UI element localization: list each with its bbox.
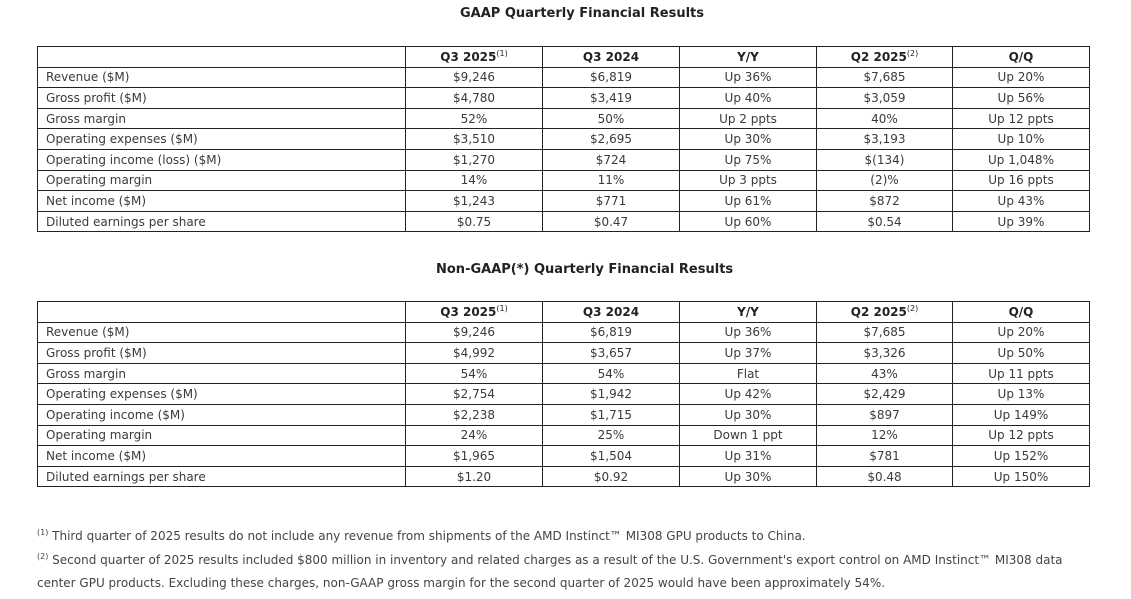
column-header-label: Q3 2025: [440, 305, 497, 320]
column-header: [817, 47, 953, 68]
footnote-1: [37, 521, 1097, 548]
column-header-label: Q3 2025: [440, 50, 497, 65]
table-cell: $1,942: [543, 384, 680, 405]
column-header: [680, 302, 817, 323]
table-cell: Up 30%: [680, 466, 817, 487]
table-cell: $2,238: [406, 404, 543, 425]
footnote-marker: (2): [37, 552, 49, 561]
column-header: [953, 47, 1090, 68]
footnote-reference: (2): [906, 304, 919, 314]
table-cell: Up 39%: [953, 211, 1090, 232]
footnote-marker: (1): [37, 528, 49, 537]
row-label: Operating expenses ($M): [38, 384, 406, 405]
table-cell: Up 12 ppts: [953, 108, 1090, 129]
table-cell: 50%: [543, 108, 680, 129]
column-header: [680, 47, 817, 68]
table-cell: (2)%: [817, 170, 953, 191]
table-cell: $2,429: [817, 384, 953, 405]
table-cell: $0.54: [817, 211, 953, 232]
table-row: [38, 343, 1090, 364]
column-header-label: Q2 2025: [850, 50, 907, 65]
gaap-section-title: GAAP Quarterly Financial Results: [460, 6, 704, 21]
nongaap-section-title: Non-GAAP(*) Quarterly Financial Results: [436, 262, 734, 277]
table-header-row: [38, 302, 1090, 323]
table-header-row: [38, 47, 1090, 68]
table-cell: $3,326: [817, 343, 953, 364]
footnote-reference: (1): [496, 49, 508, 59]
table-row: [38, 88, 1090, 109]
table-cell: Up 36%: [680, 322, 817, 343]
table-cell: $2,754: [406, 384, 543, 405]
row-label: Operating income ($M): [38, 404, 406, 425]
table-cell: $771: [543, 191, 680, 212]
column-header-label: Y/Y: [737, 49, 759, 64]
table-cell: $1,270: [406, 149, 543, 170]
table-cell: Up 31%: [680, 446, 817, 467]
table-row: [38, 149, 1090, 170]
table-cell: $3,510: [406, 129, 543, 150]
table-cell: $1.20: [406, 466, 543, 487]
table-cell: $3,657: [543, 343, 680, 364]
table-cell: $1,715: [543, 404, 680, 425]
table-cell: $3,193: [817, 129, 953, 150]
footnote-text: Second quarter of 2025 results included $800 million in inventory and related charges as a result of the U.S. Government's export control on AMD Instinct™ MI308 data center GPU products. Excluding these charges, non-GAAP gross margin for the second quarter of 2025 would have been approximately 54%.: [37, 553, 1063, 590]
row-label: Operating expenses ($M): [38, 129, 406, 150]
table-cell: Up 56%: [953, 88, 1090, 109]
table-cell: Up 50%: [953, 343, 1090, 364]
table-cell: $0.48: [817, 466, 953, 487]
table-cell: Up 150%: [953, 466, 1090, 487]
table-cell: Up 43%: [953, 191, 1090, 212]
row-label: Revenue ($M): [38, 322, 406, 343]
table-cell: Up 152%: [953, 446, 1090, 467]
table-cell: $2,695: [543, 129, 680, 150]
table-cell: Up 30%: [680, 404, 817, 425]
table-cell: Up 37%: [680, 343, 817, 364]
table-cell: Up 75%: [680, 149, 817, 170]
table-row: [38, 211, 1090, 232]
table-cell: Down 1 ppt: [680, 425, 817, 446]
table-cell: Up 36%: [680, 67, 817, 88]
header-cell-blank: [38, 47, 406, 68]
row-label: Gross margin: [38, 363, 406, 384]
table-row: [38, 170, 1090, 191]
table-cell: $781: [817, 446, 953, 467]
column-header: [406, 302, 543, 323]
table-cell: Up 10%: [953, 129, 1090, 150]
table-row: [38, 322, 1090, 343]
table-cell: $6,819: [543, 67, 680, 88]
row-label: Operating income (loss) ($M): [38, 149, 406, 170]
column-header: [543, 47, 680, 68]
table-cell: 54%: [543, 363, 680, 384]
table-row: [38, 466, 1090, 487]
row-label: Operating margin: [38, 425, 406, 446]
table-cell: $0.75: [406, 211, 543, 232]
footnote-reference: (1): [496, 304, 508, 314]
table-cell: $7,685: [817, 67, 953, 88]
table-row: [38, 384, 1090, 405]
table-cell: Up 40%: [680, 88, 817, 109]
column-header-label: Q3 2024: [582, 49, 640, 64]
table-cell: Up 42%: [680, 384, 817, 405]
row-label: Net income ($M): [38, 446, 406, 467]
header-cell-blank: [38, 302, 406, 323]
table-cell: $897: [817, 404, 953, 425]
row-label: Operating margin: [38, 170, 406, 191]
table-cell: Up 30%: [680, 129, 817, 150]
table-cell: Up 61%: [680, 191, 817, 212]
column-header: [817, 302, 953, 323]
table-cell: 14%: [406, 170, 543, 191]
table-cell: $4,992: [406, 343, 543, 364]
row-label: Diluted earnings per share: [38, 211, 406, 232]
table-cell: Up 149%: [953, 404, 1090, 425]
table-row: [38, 363, 1090, 384]
column-header-label: Q/Q: [1008, 49, 1034, 64]
column-header: [406, 47, 543, 68]
table-cell: $724: [543, 149, 680, 170]
row-label: Gross margin: [38, 108, 406, 129]
table-cell: $9,246: [406, 322, 543, 343]
table-cell: 11%: [543, 170, 680, 191]
table-cell: 25%: [543, 425, 680, 446]
table-row: [38, 67, 1090, 88]
column-header: [543, 302, 680, 323]
row-label: Revenue ($M): [38, 67, 406, 88]
table-cell: $1,965: [406, 446, 543, 467]
table-row: [38, 404, 1090, 425]
table-cell: Flat: [680, 363, 817, 384]
table-cell: $0.92: [543, 466, 680, 487]
column-header-label: Q/Q: [1008, 304, 1034, 319]
table-row: [38, 108, 1090, 129]
table-cell: Up 20%: [953, 67, 1090, 88]
table-cell: $(134): [817, 149, 953, 170]
table-row: [38, 446, 1090, 467]
table-cell: $3,419: [543, 88, 680, 109]
table-cell: 52%: [406, 108, 543, 129]
table-cell: $7,685: [817, 322, 953, 343]
table-cell: $4,780: [406, 88, 543, 109]
table-cell: 12%: [817, 425, 953, 446]
gaap-results-table: [37, 46, 1090, 232]
table-cell: Up 2 ppts: [680, 108, 817, 129]
table-row: [38, 425, 1090, 446]
footnote-reference: (2): [906, 49, 919, 59]
table-cell: Up 60%: [680, 211, 817, 232]
footnote-text: Third quarter of 2025 results do not include any revenue from shipments of the AMD Instinct™ MI308 GPU products to China.: [48, 529, 806, 543]
table-cell: Up 16 ppts: [953, 170, 1090, 191]
table-row: [38, 191, 1090, 212]
table-cell: Up 11 ppts: [953, 363, 1090, 384]
table-cell: Up 12 ppts: [953, 425, 1090, 446]
table-cell: Up 3 ppts: [680, 170, 817, 191]
table-cell: 24%: [406, 425, 543, 446]
row-label: Gross profit ($M): [38, 343, 406, 364]
table-cell: $9,246: [406, 67, 543, 88]
table-cell: $6,819: [543, 322, 680, 343]
table-cell: $0.47: [543, 211, 680, 232]
row-label: Net income ($M): [38, 191, 406, 212]
nongaap-results-table: [37, 301, 1090, 487]
table-cell: $872: [817, 191, 953, 212]
footnote-2: [37, 545, 1097, 595]
table-cell: Up 1,048%: [953, 149, 1090, 170]
table-cell: Up 20%: [953, 322, 1090, 343]
table-cell: 54%: [406, 363, 543, 384]
table-cell: $1,504: [543, 446, 680, 467]
column-header-label: Q2 2025: [850, 305, 907, 320]
table-cell: $1,243: [406, 191, 543, 212]
column-header-label: Q3 2024: [582, 304, 640, 319]
table-cell: 40%: [817, 108, 953, 129]
table-cell: $3,059: [817, 88, 953, 109]
row-label: Gross profit ($M): [38, 88, 406, 109]
column-header: [953, 302, 1090, 323]
table-cell: Up 13%: [953, 384, 1090, 405]
table-cell: 43%: [817, 363, 953, 384]
table-row: [38, 129, 1090, 150]
column-header-label: Y/Y: [737, 304, 759, 319]
row-label: Diluted earnings per share: [38, 466, 406, 487]
